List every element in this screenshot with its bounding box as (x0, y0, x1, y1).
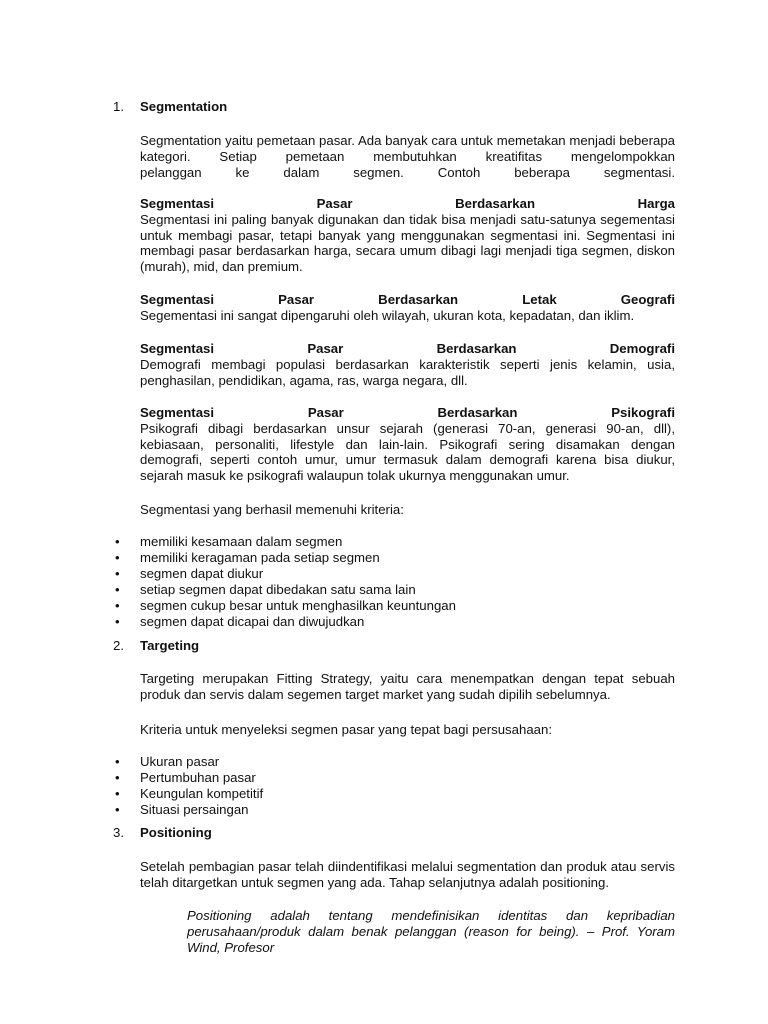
list-item-text: Pertumbuhan pasar (140, 770, 256, 786)
list-item-text: Ukuran pasar (140, 754, 220, 769)
section-heading (113, 638, 673, 653)
paragraph-text: Targeting merupakan Fitting Strategy, yaitu cara menempatkan dengan tepat sebuah produk dan servis dalam segemen target market yang sudah dipilih sebelumnya. (140, 671, 675, 702)
list-item-text: Keungulan kompetitif (140, 786, 264, 802)
paragraph (140, 859, 675, 891)
subsection-heading: Segmentasi Pasar Berdasarkan Psikografi (140, 405, 675, 420)
subsection-heading: Segmentasi Pasar Berdasarkan Harga (140, 196, 675, 211)
subsection (140, 196, 675, 275)
list-item (113, 770, 673, 786)
bullet-icon: • (115, 534, 120, 549)
list-item (113, 582, 673, 598)
list-item-text: Situasi persaingan (140, 802, 249, 818)
quote-block (187, 908, 675, 956)
bullet-icon: • (115, 582, 120, 598)
list-item-text: memiliki keragaman pada setiap segmen (140, 550, 380, 566)
bullet-list (113, 754, 673, 818)
criteria-intro-text: Segmentasi yang berhasil memenuhi kriteria: (140, 502, 404, 517)
section-title: Targeting (140, 638, 200, 653)
list-item-text: setiap segmen dapat dibedakan satu sama lain (140, 582, 416, 598)
paragraph (140, 133, 675, 180)
list-item-text: memiliki kesamaan dalam segmen (140, 534, 343, 549)
section-number: 2. (113, 638, 124, 653)
subsection-text: Segmentasi ini paling banyak digunakan dan tidak bisa menjadi satu-satunya segementasi untuk membagi pasar, tetapi banyak yang menggunakan segmentasi ini. Segmentasi ini membagi pasar berdasarkan harga, secara umum dibagi lagi menjadi tiga segmen, diskon (murah), mid, dan premium. (140, 211, 675, 275)
section-title: Segmentation (140, 99, 228, 114)
paragraph-text: Setelah pembagian pasar telah diindentifikasi melalui segmentation dan produk atau servis telah ditargetkan untuk segmen yang ada. Tahap selanjutnya adalah positioning. (140, 859, 675, 890)
list-item (113, 534, 673, 550)
subsection-heading: Segmentasi Pasar Berdasarkan Letak Geografi (140, 292, 675, 307)
bullet-icon: • (115, 754, 120, 769)
subsection (140, 341, 675, 388)
list-item (113, 614, 673, 630)
bullet-icon: • (115, 770, 120, 786)
bullet-icon: • (115, 566, 120, 582)
section-number: 1. (113, 99, 124, 114)
paragraph-text: pelanggan ke dalam segmen. Contoh beberapa segmentasi. (140, 164, 675, 180)
subsection (140, 292, 675, 324)
subsection-text: Demografi membagi populasi berdasarkan karakteristik seperti jenis kelamin, usia, penghasilan, pendidikan, agama, ras, warga negara, dll. (140, 356, 675, 388)
bullet-icon: • (115, 786, 120, 802)
quote-text: Positioning adalah tentang mendefinisikan identitas dan kepribadian perusahaan/produk dalam benak pelanggan (reason for being). – Prof. Yoram Wind, Profesor (187, 908, 675, 955)
paragraph-text: Segmentation yaitu pemetaan pasar. Ada banyak cara untuk memetakan menjadi beberapa kategori. Setiap pemetaan membutuhkan kreatifitas mengelompokkan (140, 133, 675, 164)
list-item (113, 802, 673, 818)
paragraph (140, 671, 675, 703)
section-heading (113, 99, 673, 114)
criteria-intro (140, 502, 675, 518)
list-item (113, 598, 673, 614)
list-item (113, 550, 673, 566)
bullet-icon: • (115, 598, 120, 614)
bullet-icon: • (115, 550, 120, 566)
criteria-intro-text: Kriteria untuk menyeleksi segmen pasar yang tepat bagi persusahaan: (140, 722, 552, 737)
bullet-icon: • (115, 614, 120, 630)
subsection (140, 405, 675, 484)
list-item (113, 754, 673, 770)
subsection-text: Segementasi ini sangat dipengaruhi oleh wilayah, ukuran kota, kepadatan, dan iklim. (140, 307, 635, 323)
section-heading (113, 825, 673, 840)
section-number: 3. (113, 825, 124, 840)
list-item-text: segmen dapat dicapai dan diwujudkan (140, 614, 365, 630)
section-title: Positioning (140, 825, 212, 840)
bullet-icon: • (115, 802, 120, 818)
subsection-text: Psikografi dibagi berdasarkan unsur sejarah (generasi 70-an, generasi 90-an, dll), kebiasaan, personaliti, lifestyle dan lain-lain. Psikografi sering disamakan dengan demografi, seperti contoh umur, umur termasuk dalam demografi karena bisa diukur, sejarah masuk ke psikografi walaupun tolak ukurnya menggunakan umur. (140, 420, 675, 484)
subsection-heading: Segmentasi Pasar Berdasarkan Demografi (140, 341, 675, 356)
list-item (113, 786, 673, 802)
criteria-intro (140, 722, 675, 738)
list-item (113, 566, 673, 582)
list-item-text: segmen dapat diukur (140, 566, 264, 582)
list-item-text: segmen cukup besar untuk menghasilkan keuntungan (140, 598, 456, 614)
bullet-list (113, 534, 673, 631)
